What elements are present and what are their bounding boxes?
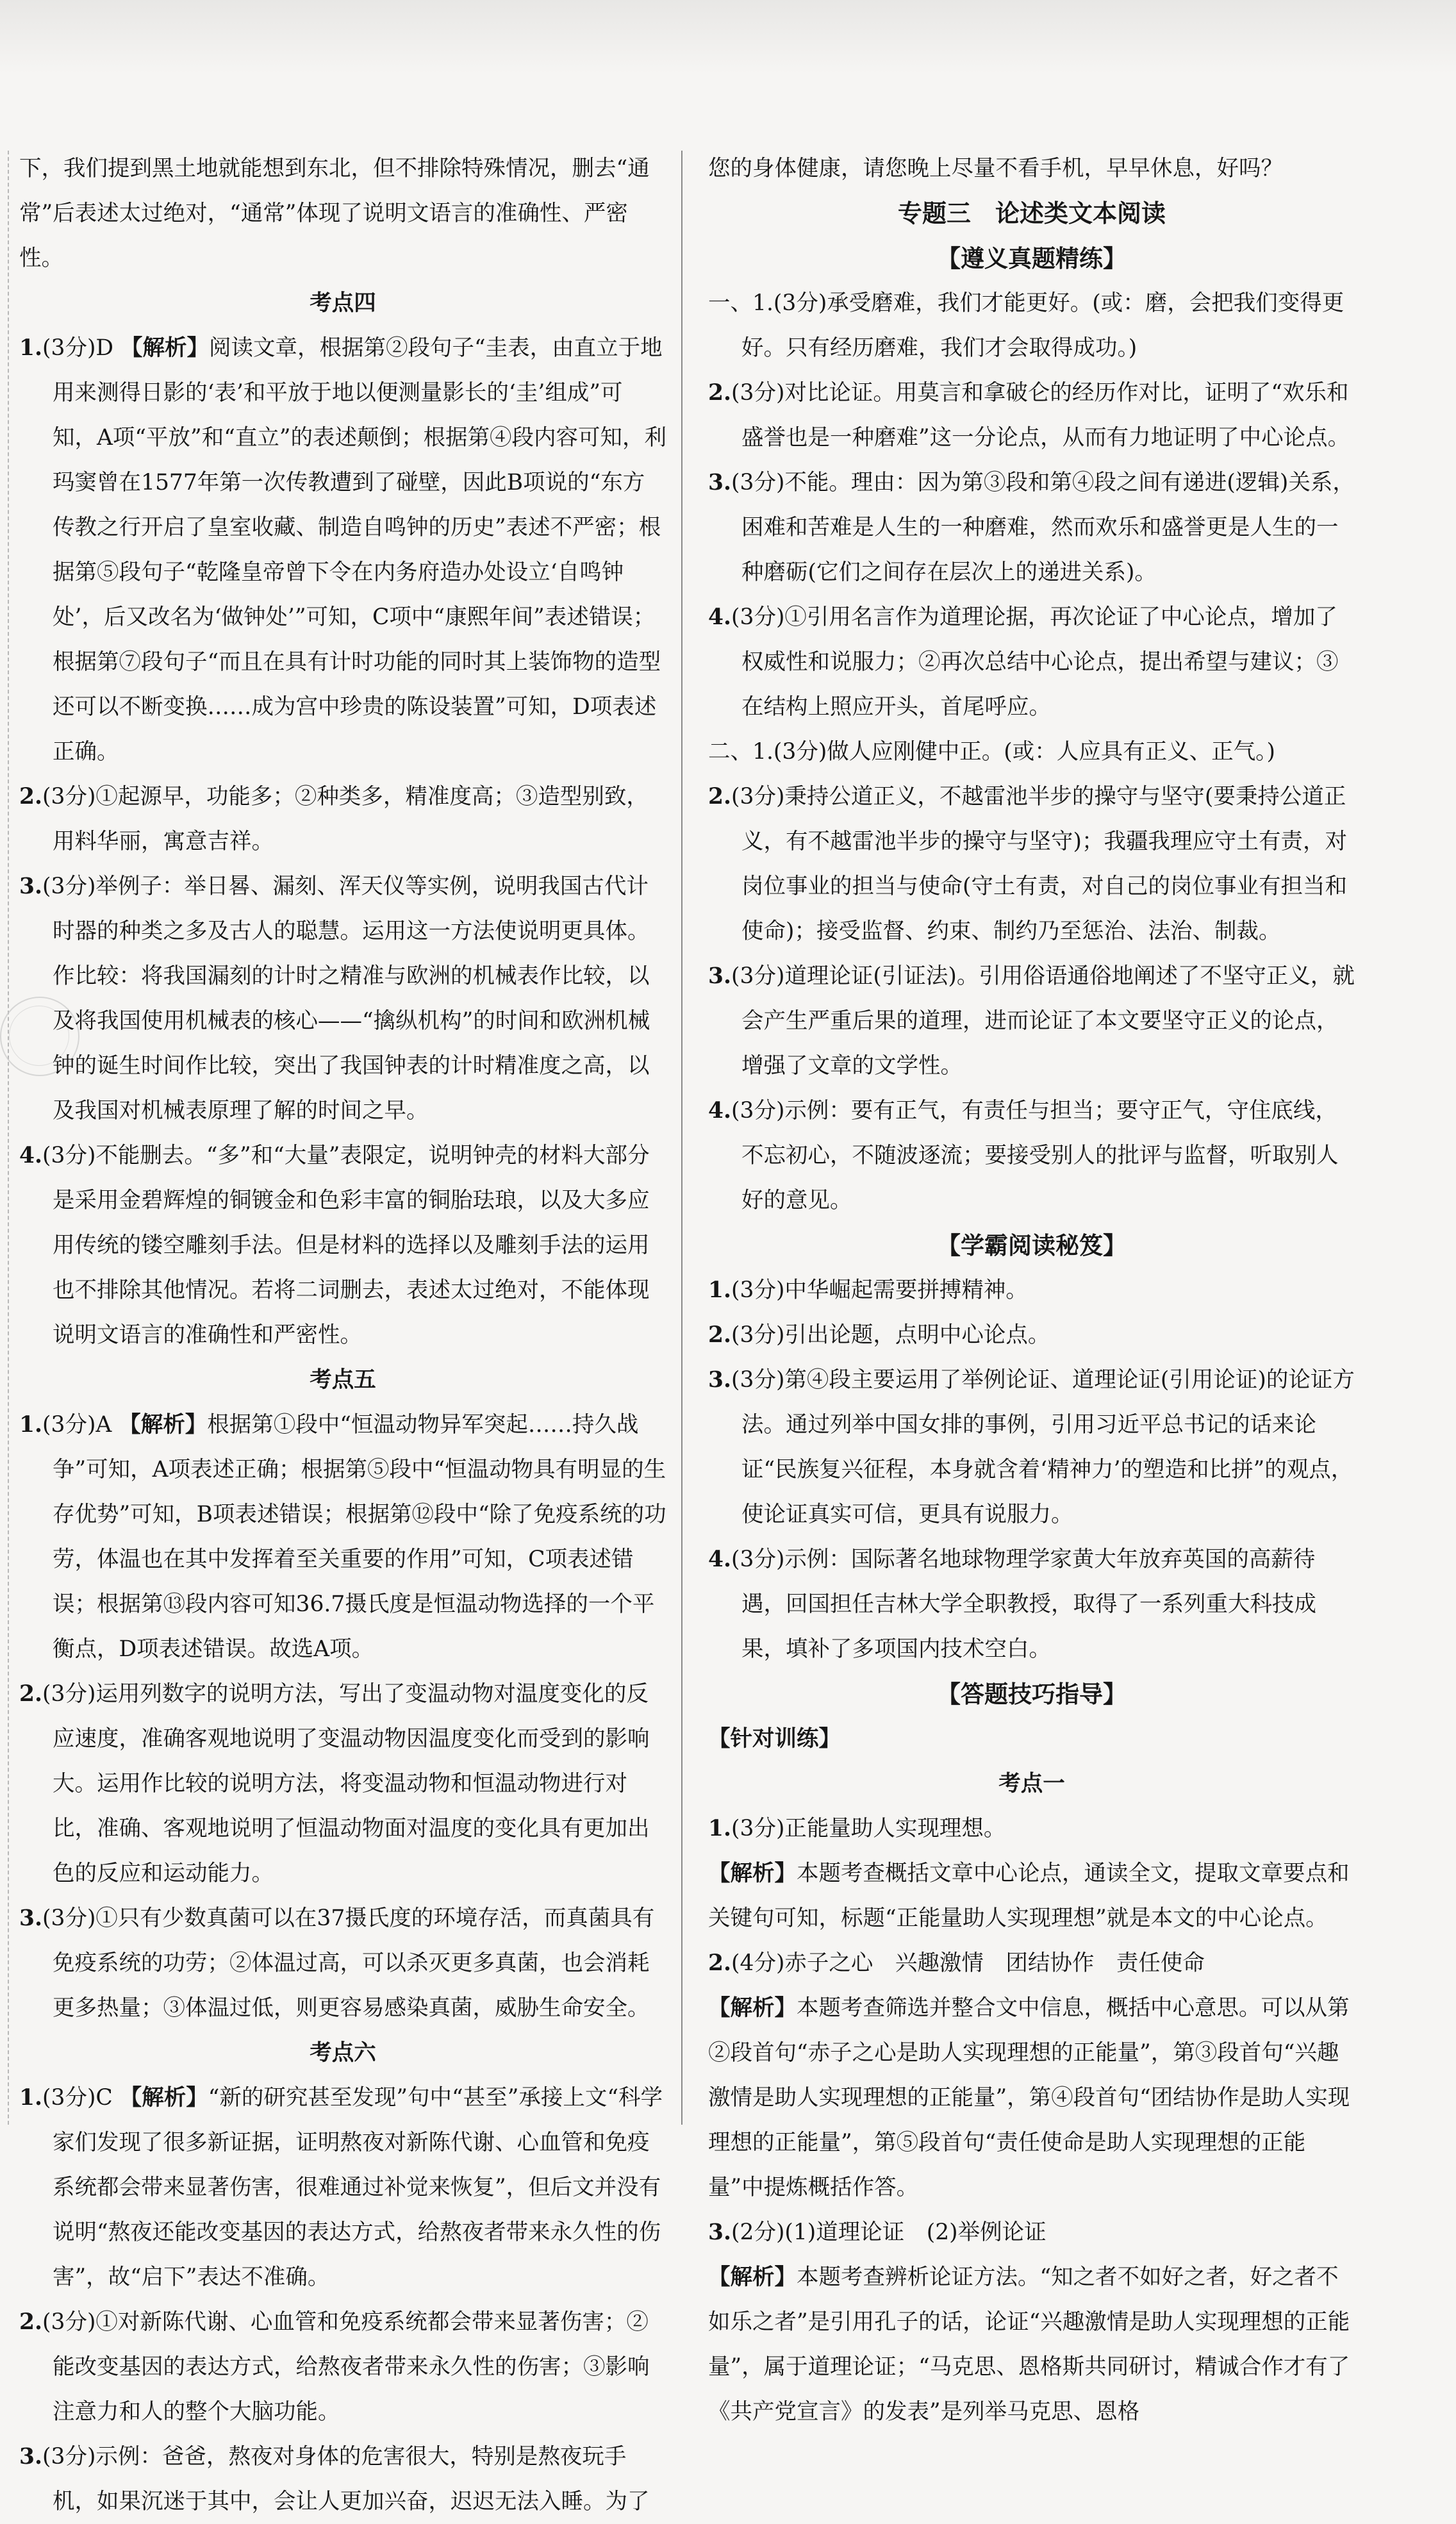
- answer-item: [708, 1537, 1355, 1672]
- analysis-text: 本题考查筛选并整合文中信息，概括中心意思。可以从第②段首句“赤子之心是助人实现理想的正能量”，第③段首句“兴趣激情是助人实现理想的正能量”，第④段首句“团结协作是助人实现理想的正能量”，第⑤段首句“责任使命是助人实现理想的正能量”中提炼概括作答。: [708, 1995, 1350, 2200]
- analysis-text: 本题考查概括文章中心论点，通读全文，提取文章要点和关键句可知，标题“正能量助人实现理想”就是本文的中心论点。: [708, 1861, 1350, 1931]
- analysis-label: 【解析】: [120, 335, 210, 361]
- item-number: 1.: [708, 1277, 732, 1303]
- answer-text: (3分)第④段主要运用了举例论证、道理论证(引用论证)的论证方法。通过列举中国女排的事例，引用习近平总书记的话来论证“民族复兴征程，本身就含着‘精神力’的塑造和比拼”的观点，使论证真实可信，更具有说服力。: [731, 1367, 1355, 1527]
- answer-text: (3分)正能量助人实现理想。: [731, 1816, 1006, 1841]
- answer-item: [708, 2210, 1355, 2255]
- answer-item: [19, 2075, 666, 2300]
- left-column: [19, 146, 666, 2514]
- answer-item: [708, 1941, 1355, 1986]
- answer-text: (3分)示例：爸爸，熬夜对身体的危害很大，特别是熬夜玩手机，如果沉迷于其中，会让人更加兴奋，迟迟无法入睡。为了: [42, 2444, 650, 2514]
- answer-item: [708, 1313, 1355, 1357]
- answer-item: [19, 1402, 666, 1672]
- item-number: 3.: [19, 1905, 43, 1931]
- answer-head: (3分)A: [42, 1412, 112, 1438]
- topic-title: 专题三 论述类文本阅读: [897, 199, 1166, 228]
- item-number: 3.: [708, 1367, 732, 1393]
- section-heading-zunyi: 【遵义真题精练】: [937, 244, 1127, 272]
- answer-item: [708, 774, 1355, 954]
- binding-dash-line: [8, 151, 9, 2125]
- analysis-text: 本题考查辨析论证方法。“知之者不如好之者，好之者不如乐之者”是引用孔子的话，论证“兴趣激情是助人实现理想的正能量”，属于道理论证；“马克思、恩格斯共同研讨，精诚合作才有了《共产党宣言》的发表”是列举马克思、恩格: [708, 2264, 1350, 2425]
- answer-text: (3分)不能。理由：因为第③段和第④段之间有递进(逻辑)关系，困难和苦难是人生的一种磨难，然而欢乐和盛誉更是人生的一种磨砺(它们之间存在层次上的递进关系)。: [731, 470, 1355, 585]
- answer-text: (3分)①引用名言作为道理论据，再次论证了中心论点，增加了权威性和说服力；②再次总结中心论点，提出希望与建议；③在结构上照应开头，首尾呼应。: [731, 604, 1339, 720]
- analysis-label: 【解析】: [119, 2085, 208, 2111]
- answer-text: (3分)不能删去。“多”和“大量”表限定，说明钟壳的材料大部分是采用金碧辉煌的铜镀金和色彩丰富的铜胎珐琅，以及大多应用传统的镂空雕刻手法。但是材料的选择以及雕刻手法的运用也不排除其他情况。若将二词删去，表述太过绝对，不能体现说明文语言的准确性和严密性。: [42, 1143, 650, 1348]
- item-number: 1.: [19, 335, 43, 361]
- answer-text: (3分)中华崛起需要拼搏精神。: [731, 1277, 1028, 1303]
- item-number: 4.: [708, 604, 732, 630]
- analysis-text: 阅读文章，根据第②段句子“圭表，由直立于地用来测得日影的‘表’和平放于地以便测量影长的‘圭’组成”可知，A项“平放”和“直立”的表述颠倒；根据第④段内容可知，利玛窦曾在1577年第一次传教遭到了碰壁，因此B项说的“东方传教之行开启了皇室收藏、制造自鸣钟的历史”表述不严密；根据第⑤段句子“乾隆皇帝曾下令在内务府造办处设立‘自鸣钟处’，后又改名为‘做钟处’”可知，C项中“康熙年间”表述错误；根据第⑦段句子“而且在具有计时功能的同时其上装饰物的造型还可以不断变换……成为宫中珍贵的陈设装置”可知，D项表述正确。: [53, 335, 666, 765]
- answer-item: [708, 370, 1355, 460]
- answer-item: [708, 1088, 1355, 1223]
- scan-top-shadow: [0, 0, 1456, 74]
- answer-item: [19, 774, 666, 864]
- item-number: 2.: [708, 380, 732, 406]
- analysis-paragraph: [708, 1986, 1355, 2210]
- answer-text: (2分)(1)道理论证 (2)举例论证: [731, 2220, 1046, 2245]
- item-number: 2.: [19, 784, 43, 810]
- item-number: 2.: [708, 1322, 732, 1348]
- item-number: 3.: [19, 874, 43, 899]
- item-number: 2.: [708, 784, 732, 810]
- answer-item: [19, 864, 666, 1133]
- answer-item: [19, 326, 666, 774]
- answer-text: (3分)道理论证(引证法)。引用俗语通俗地阐述了不坚守正义，就会产生严重后果的道理，进而论证了本文要坚守正义的论点，增强了文章的文学性。: [731, 963, 1355, 1079]
- section-heading-kaodian5: 考点五: [310, 1367, 376, 1393]
- answer-item: [19, 1672, 666, 1896]
- column-divider: [681, 151, 682, 2125]
- continued-text: 您的身体健康，请您晚上尽量不看手机，早早休息，好吗？: [708, 156, 1283, 181]
- answer-item: [708, 954, 1355, 1088]
- item-number: 1.: [19, 1412, 43, 1438]
- analysis-label: 【解析】: [708, 1995, 797, 2021]
- answer-item: [708, 460, 1355, 595]
- item-number: 4.: [708, 1098, 732, 1124]
- answer-text: (3分)①对新陈代谢、心血管和免疫系统都会带来显著伤害；②能改变基因的表达方式，给熬夜者带来永久性的伤害；③影响注意力和人的整个大脑功能。: [42, 2309, 650, 2425]
- section-heading-datijiqiao: 【答题技巧指导】: [937, 1680, 1127, 1708]
- answer-head: (3分)C: [42, 2085, 113, 2111]
- answer-text: (3分)①起源早，功能多；②种类多，精准度高；③造型别致，用料华丽，寓意吉祥。: [42, 784, 649, 854]
- item-number: 2.: [19, 1681, 43, 1707]
- item-number: 4.: [708, 1547, 732, 1572]
- answer-text: (4分)赤子之心 兴趣激情 团结协作 责任使命: [731, 1950, 1205, 1976]
- answer-item: [708, 595, 1355, 729]
- sub-heading-kaodian1: 考点一: [998, 1771, 1065, 1797]
- analysis-label: 【解析】: [708, 2264, 797, 2290]
- section-heading-xueba: 【学霸阅读秘笈】: [937, 1231, 1127, 1259]
- answer-text: (3分)①只有少数真菌可以在37摄氏度的环境存活，而真菌具有免疫系统的功劳；②体温过高，可以杀灭更多真菌，也会消耗更多热量；③体温过低，则更容易感染真菌，威胁生命安全。: [42, 1905, 655, 2021]
- answer-item: [708, 1268, 1355, 1313]
- item-number: 2.: [708, 1950, 732, 1976]
- analysis-text: “新的研究甚至发现”句中“甚至”承接上文“科学家们发现了很多新证据，证明熬夜对新陈代谢、心血管和免疫系统都会带来显著伤害，很难通过补觉来恢复”，但后文并没有说明“熬夜还能改变基因的表达方式，给熬夜者带来永久性的伤害”，故“启下”表达不准确。: [53, 2085, 663, 2290]
- item-number: 3.: [708, 963, 732, 989]
- answer-item: [708, 1357, 1355, 1537]
- answer-text: (3分)示例：要有正气，有责任与担当；要守正气，守住底线，不忘初心，不随波逐流；要接受别人的批评与监督，听取别人好的意见。: [731, 1098, 1339, 1213]
- analysis-text: 根据第①段中“恒温动物异军突起……持久战争”可知，A项表述正确；根据第⑤段中“恒温动物具有明显的生存优势”可知，B项表述错误；根据第⑫段中“除了免疫系统的功劳，体温也在其中发挥着至关重要的作用”可知，C项表述错误；根据第⑬段内容可知36.7摄氏度是恒温动物选择的一个平衡点，D项表述错误。故选A项。: [53, 1412, 666, 1662]
- answer-text: (3分)引出论题，点明中心论点。: [731, 1322, 1050, 1348]
- answer-item: 一、1.(3分)承受磨难，我们才能更好。(或：磨，会把我们变得更好。只有经历磨难，我们才会取得成功。): [708, 290, 1344, 361]
- training-label: 【针对训练】: [708, 1726, 841, 1752]
- analysis-paragraph: [708, 1851, 1355, 1941]
- answer-head: (3分)D: [42, 335, 114, 361]
- answer-item: 二、1.(3分)做人应刚健中正。(或：人应具有正义、正气。): [708, 739, 1275, 765]
- answer-item: [19, 2434, 666, 2524]
- item-number: 1.: [19, 2085, 43, 2111]
- answer-item: [19, 1896, 666, 2030]
- answer-item: [19, 1133, 666, 1357]
- analysis-paragraph: [708, 2255, 1355, 2434]
- analysis-label: 【解析】: [119, 1412, 208, 1438]
- item-number: 3.: [708, 470, 732, 495]
- right-column: [708, 146, 1355, 2425]
- intro-paragraph: 下，我们提到黑土地就能想到东北，但不排除特殊情况，删去“通常”后表述太过绝对，“通常”体现了说明文语言的准确性、严密性。: [19, 156, 650, 271]
- answer-text: (3分)运用列数字的说明方法，写出了变温动物对温度变化的反应速度，准确客观地说明了变温动物因温度变化而受到的影响大。运用作比较的说明方法，将变温动物和恒温动物进行对比，准确、客观地说明了恒温动物面对温度的变化具有更加出色的反应和运动能力。: [42, 1681, 650, 1886]
- answer-text: (3分)示例：国际著名地球物理学家黄大年放弃英国的高薪待遇，回国担任吉林大学全职教授，取得了一系列重大科技成果，填补了多项国内技术空白。: [731, 1547, 1316, 1662]
- answer-item: [19, 2300, 666, 2434]
- analysis-label: 【解析】: [708, 1861, 797, 1886]
- item-number: 1.: [708, 1816, 732, 1841]
- item-number: 3.: [708, 2220, 732, 2245]
- section-heading-kaodian4: 考点四: [310, 290, 376, 316]
- item-number: 3.: [19, 2444, 43, 2470]
- section-heading-kaodian6: 考点六: [310, 2040, 376, 2066]
- answer-text: (3分)对比论证。用莫言和拿破仑的经历作对比，证明了“欢乐和盛誉也是一种磨难”这一分论点，从而有力地证明了中心论点。: [731, 380, 1350, 451]
- answer-item: [708, 1806, 1355, 1851]
- item-number: 2.: [19, 2309, 43, 2335]
- item-number: 4.: [19, 1143, 43, 1168]
- answer-text: (3分)秉持公道正义，不越雷池半步的操守与坚守(要秉持公道正义，有不越雷池半步的操守与坚守)；我疆我理应守土有责，对岗位事业的担当与使命(守土有责，对自己的岗位事业有担当和使命)；接受监督、约束、制约乃至惩治、法治、制裁。: [731, 784, 1347, 944]
- answer-text: (3分)举例子：举日晷、漏刻、浑天仪等实例，说明我国古代计时器的种类之多及古人的聪慧。运用这一方法使说明更具体。作比较：将我国漏刻的计时之精准与欧洲的机械表作比较，以及将我国使用机械表的核心——“擒纵机构”的时间和欧洲机械钟的诞生时间作比较，突出了我国钟表的计时精准度之高，以及我国对机械表原理了解的时间之早。: [42, 874, 650, 1124]
